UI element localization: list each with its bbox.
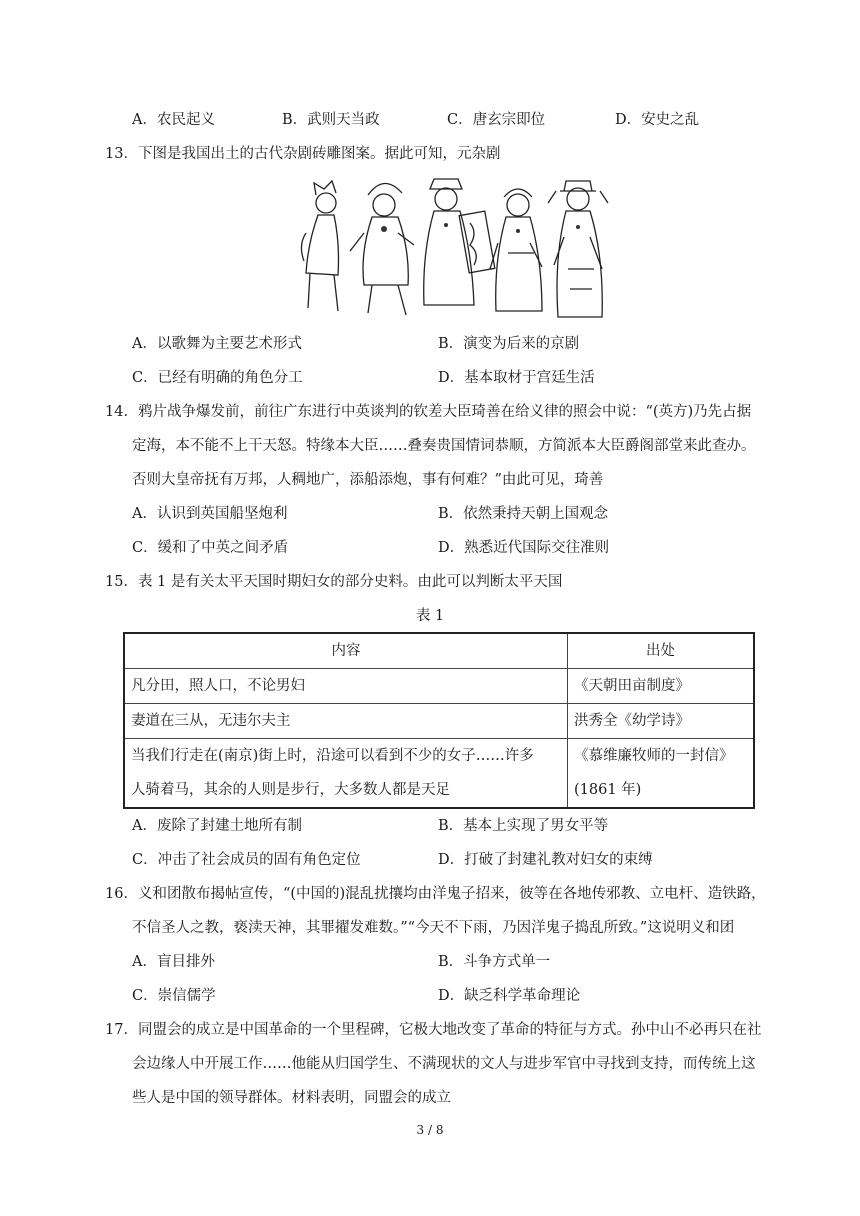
q14-option-a: A．认识到英国船坚炮利 — [132, 506, 288, 522]
q15-option-b: B．基本上实现了男女平等 — [438, 818, 609, 834]
source-table — [123, 632, 755, 809]
row-source: 洪秀全《幼学诗》 — [568, 704, 755, 739]
row-source-line1: 《慕维廉牧师的一封信》 — [574, 748, 734, 764]
q14-stem-line2: 定海，本不能不上干天怒。特缘本大臣……叠奏贵国情词恭顺，方简派本大臣爵阁部堂来此查办。 — [132, 438, 756, 454]
header-content: 内容 — [124, 633, 568, 669]
q15-option-d: D．打破了封建礼教对妇女的束缚 — [438, 852, 653, 868]
q14-option-b: B．依然秉持天朝上国观念 — [438, 506, 609, 522]
row-source — [568, 739, 755, 809]
table-row — [124, 704, 754, 739]
q16-stem-line1: 16．义和团散布揭帖宣传，“(中国的)混乱扰攘均由洋鬼子招来，彼等在各地传邪教、立电杆、造铁路， — [105, 886, 766, 902]
q17-stem-line2: 会边缘人中开展工作……他能从归国学生、不满现状的文人与进步军官中寻找到支持，而传统上这 — [132, 1056, 756, 1072]
q17-stem-line3: 些人是中国的领导群体。材料表明，同盟会的成立 — [132, 1090, 451, 1106]
q14-stem-line3: 否则大皇帝抚有万邦，人稠地广，添船添炮，事有何难？”由此可见，琦善 — [132, 472, 604, 488]
header-source: 出处 — [568, 633, 755, 669]
row-content-line2: 人骑着马，其余的人则是步行，大多数人都是天足 — [131, 782, 450, 798]
q16-option-d: D．缺乏科学革命理论 — [438, 988, 581, 1004]
q16-option-c: C．崇信儒学 — [132, 988, 216, 1004]
row-content-line1: 当我们行走在(南京)街上时，沿途可以看到不少的女子……许多 — [131, 748, 534, 764]
q15-option-c: C．冲击了社会成员的固有角色定位 — [132, 852, 361, 868]
page-number: 3 / 8 — [416, 1123, 444, 1137]
table-header-row — [124, 633, 754, 669]
row-source: 《天朝田亩制度》 — [568, 669, 755, 704]
table-row — [124, 669, 754, 704]
q13-stem: 13．下图是我国出土的古代杂剧砖雕图案。据此可知，元杂剧 — [105, 146, 501, 162]
q13-option-c: C．已经有明确的角色分工 — [132, 370, 303, 386]
q15-option-a: A．废除了封建土地所有制 — [132, 818, 302, 834]
row-source-line2: (1861 年) — [574, 782, 642, 798]
table-caption: 表 1 — [415, 608, 445, 624]
zaju-brick-carving-figures-icon — [298, 173, 614, 325]
row-content — [124, 739, 568, 809]
q15-stem: 15．表 1 是有关太平天国时期妇女的部分史料。由此可以判断太平天国 — [105, 574, 563, 590]
q12-option-b: B．武则天当政 — [282, 112, 380, 128]
q12-option-c: C．唐玄宗即位 — [447, 112, 546, 128]
q14-option-c: C．缓和了中英之间矛盾 — [132, 540, 289, 556]
table-row — [124, 739, 754, 809]
q12-option-d: D．安史之乱 — [615, 112, 700, 128]
q14-stem-line1: 14．鸦片战争爆发前，前往广东进行中英谈判的钦差大臣琦善在给义律的照会中说：“(英方)乃先占据 — [105, 404, 752, 420]
q16-stem-line2: 不信圣人之教，亵渎天神，其罪擢发难数。”“今天不下雨，乃因洋鬼子捣乱所致。”这说明义和团 — [132, 920, 735, 936]
q13-option-a: A．以歌舞为主要艺术形式 — [132, 336, 302, 352]
q16-option-a: A．盲目排外 — [132, 954, 215, 970]
row-content: 妻道在三从，无违尔夫主 — [124, 704, 568, 739]
row-content: 凡分田，照人口，不论男妇 — [124, 669, 568, 704]
q13-option-d: D．基本取材于宫廷生活 — [438, 370, 595, 386]
q14-option-d: D．熟悉近代国际交往准则 — [438, 540, 610, 556]
q16-option-b: B．斗争方式单一 — [438, 954, 551, 970]
q13-option-b: B．演变为后来的京剧 — [438, 336, 580, 352]
q12-option-a: A．农民起义 — [132, 112, 215, 128]
q17-stem-line1: 17．同盟会的成立是中国革命的一个里程碑，它极大地改变了革命的特征与方式。孙中山不必再只在社 — [105, 1022, 762, 1038]
